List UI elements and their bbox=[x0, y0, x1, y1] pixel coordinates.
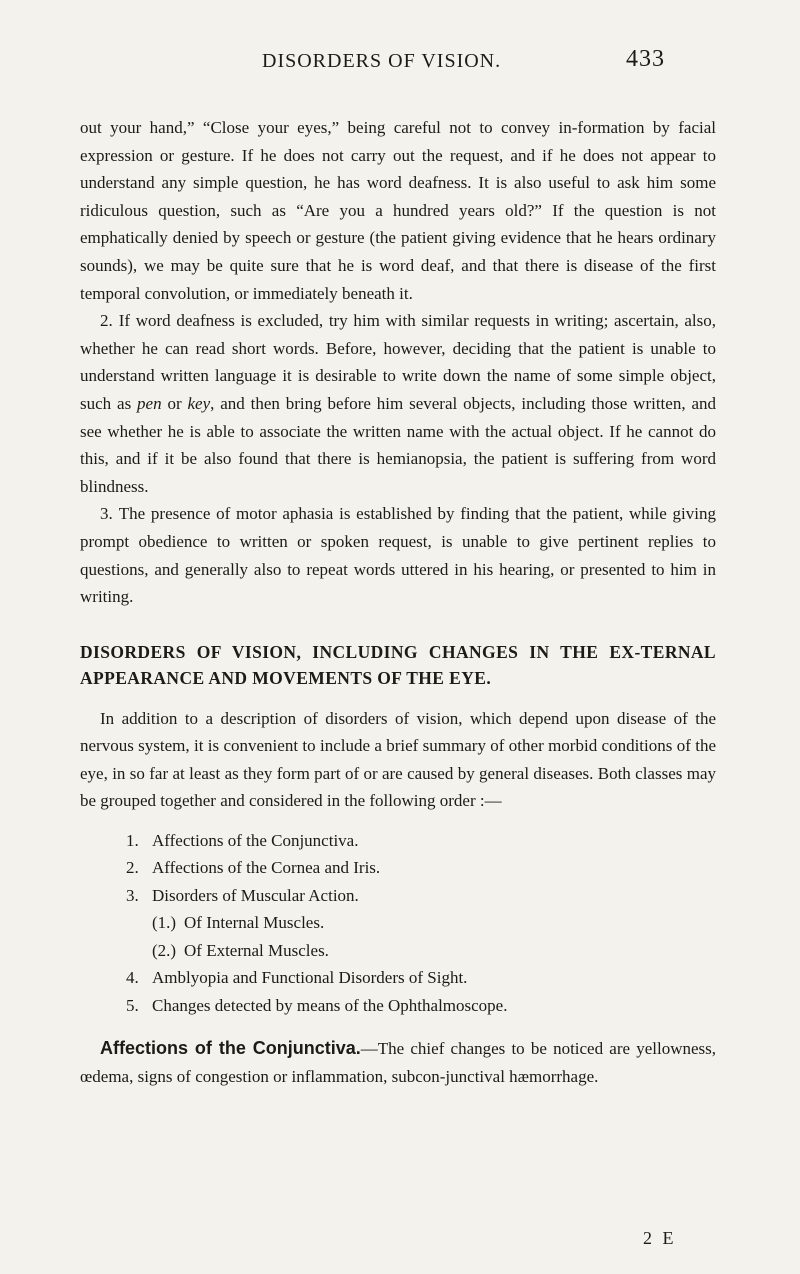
list-text: Of External Muscles. bbox=[184, 940, 329, 960]
paragraph-conjunctiva bbox=[80, 1035, 716, 1090]
paragraph-motor-aphasia bbox=[80, 500, 716, 610]
list-number: 2. bbox=[126, 858, 139, 878]
list-number: 4. bbox=[126, 968, 139, 988]
page-header bbox=[0, 40, 800, 80]
paragraph-text: , and then bring before him several objects, including those written, and see whether he is able to associate the written name with the actual object. If he cannot do this, and if it be also found that there is hemianopsia, the patient is suffering from word blindness. bbox=[80, 393, 716, 496]
paragraph-text: —The chief changes to be noticed are yellowness, œdema, signs of congestion or inflammation, subcon-junctival hæmorrhage. bbox=[80, 1038, 716, 1086]
list-item bbox=[80, 964, 716, 991]
page-body bbox=[80, 114, 716, 1090]
list-number: 3. bbox=[126, 885, 139, 905]
list-text: Disorders of Muscular Action. bbox=[152, 885, 359, 905]
topic-list bbox=[80, 827, 716, 1019]
paragraph-text: or bbox=[161, 393, 188, 413]
list-text: Affections of the Cornea and Iris. bbox=[152, 858, 381, 878]
list-text: Of Internal Muscles. bbox=[184, 913, 325, 933]
list-number: (1.) bbox=[152, 913, 177, 933]
paragraph-text: The presence of motor aphasia is established by finding that the patient, while giving prompt obedience to written or spoken request, is unable to give pertinent replies to questions, and generally also to repeat words uttered in his hearing, or presented to him in writing. bbox=[80, 504, 716, 607]
list-item bbox=[80, 882, 716, 909]
list-number: (2.) bbox=[152, 940, 177, 960]
italic-word-pen: pen bbox=[137, 393, 162, 413]
page-number: 433 bbox=[626, 46, 665, 72]
paragraph-word-blindness bbox=[80, 307, 716, 500]
list-item bbox=[80, 992, 716, 1019]
paragraph-text: If word deafness is excluded, try him with similar requests in writing; ascertain, also, whether he can read short words. Before, however, deciding that the patient is unable to understand written language it is desirable to write down the name of some simple object, such as bbox=[80, 311, 716, 413]
list-item bbox=[80, 854, 716, 881]
list-text: Changes detected by means of the Ophthalmoscope. bbox=[152, 995, 508, 1015]
paragraph-introduction: In addition to a description of disorders of vision, which depend upon disease of the nervous system, it is convenient to include a brief summary of other morbid conditions of the eye, in so far at least as they form part of or are caused by general diseases. Both classes may be grouped together and considered in the following order :— bbox=[80, 708, 716, 811]
list-subitem bbox=[80, 937, 716, 964]
list-text: Affections of the Conjunctiva. bbox=[152, 831, 359, 851]
paragraph-number: 2. bbox=[100, 311, 113, 331]
running-head: DISORDERS OF VISION. bbox=[262, 50, 502, 72]
list-number: 1. bbox=[126, 831, 139, 851]
signature-mark: 2 E bbox=[643, 1228, 677, 1248]
paragraph-number: 3. bbox=[100, 504, 113, 524]
section-heading: DISORDERS OF VISION, INCLUDING CHANGES IN THE EX-TERNAL APPEARANCE AND MOVEMENTS OF THE EYE. bbox=[80, 641, 716, 688]
run-in-heading: Affections of the Conjunctiva. bbox=[100, 1037, 361, 1058]
list-subitem bbox=[80, 909, 716, 936]
list-number: 5. bbox=[126, 995, 139, 1015]
paragraph-word-deafness: out your hand,” “Close your eyes,” being careful not to convey in-formation by facial expression or gesture. If he does not carry out the request, and if he does not appear to understand any simple question, he has word deafness. It is also useful to ask him some ridiculous question, such as “Are you a hundred years old?” If the question is not emphatically denied by speech or gesture (the patient giving evidence that he hears ordinary sounds), we may be quite sure that he is word deaf, and that there is disease of the first temporal convolution, or immediately beneath it. bbox=[80, 118, 716, 303]
list-text: Amblyopia and Functional Disorders of Sight. bbox=[152, 968, 468, 988]
italic-word-key: key bbox=[187, 393, 211, 413]
list-item bbox=[80, 827, 716, 854]
